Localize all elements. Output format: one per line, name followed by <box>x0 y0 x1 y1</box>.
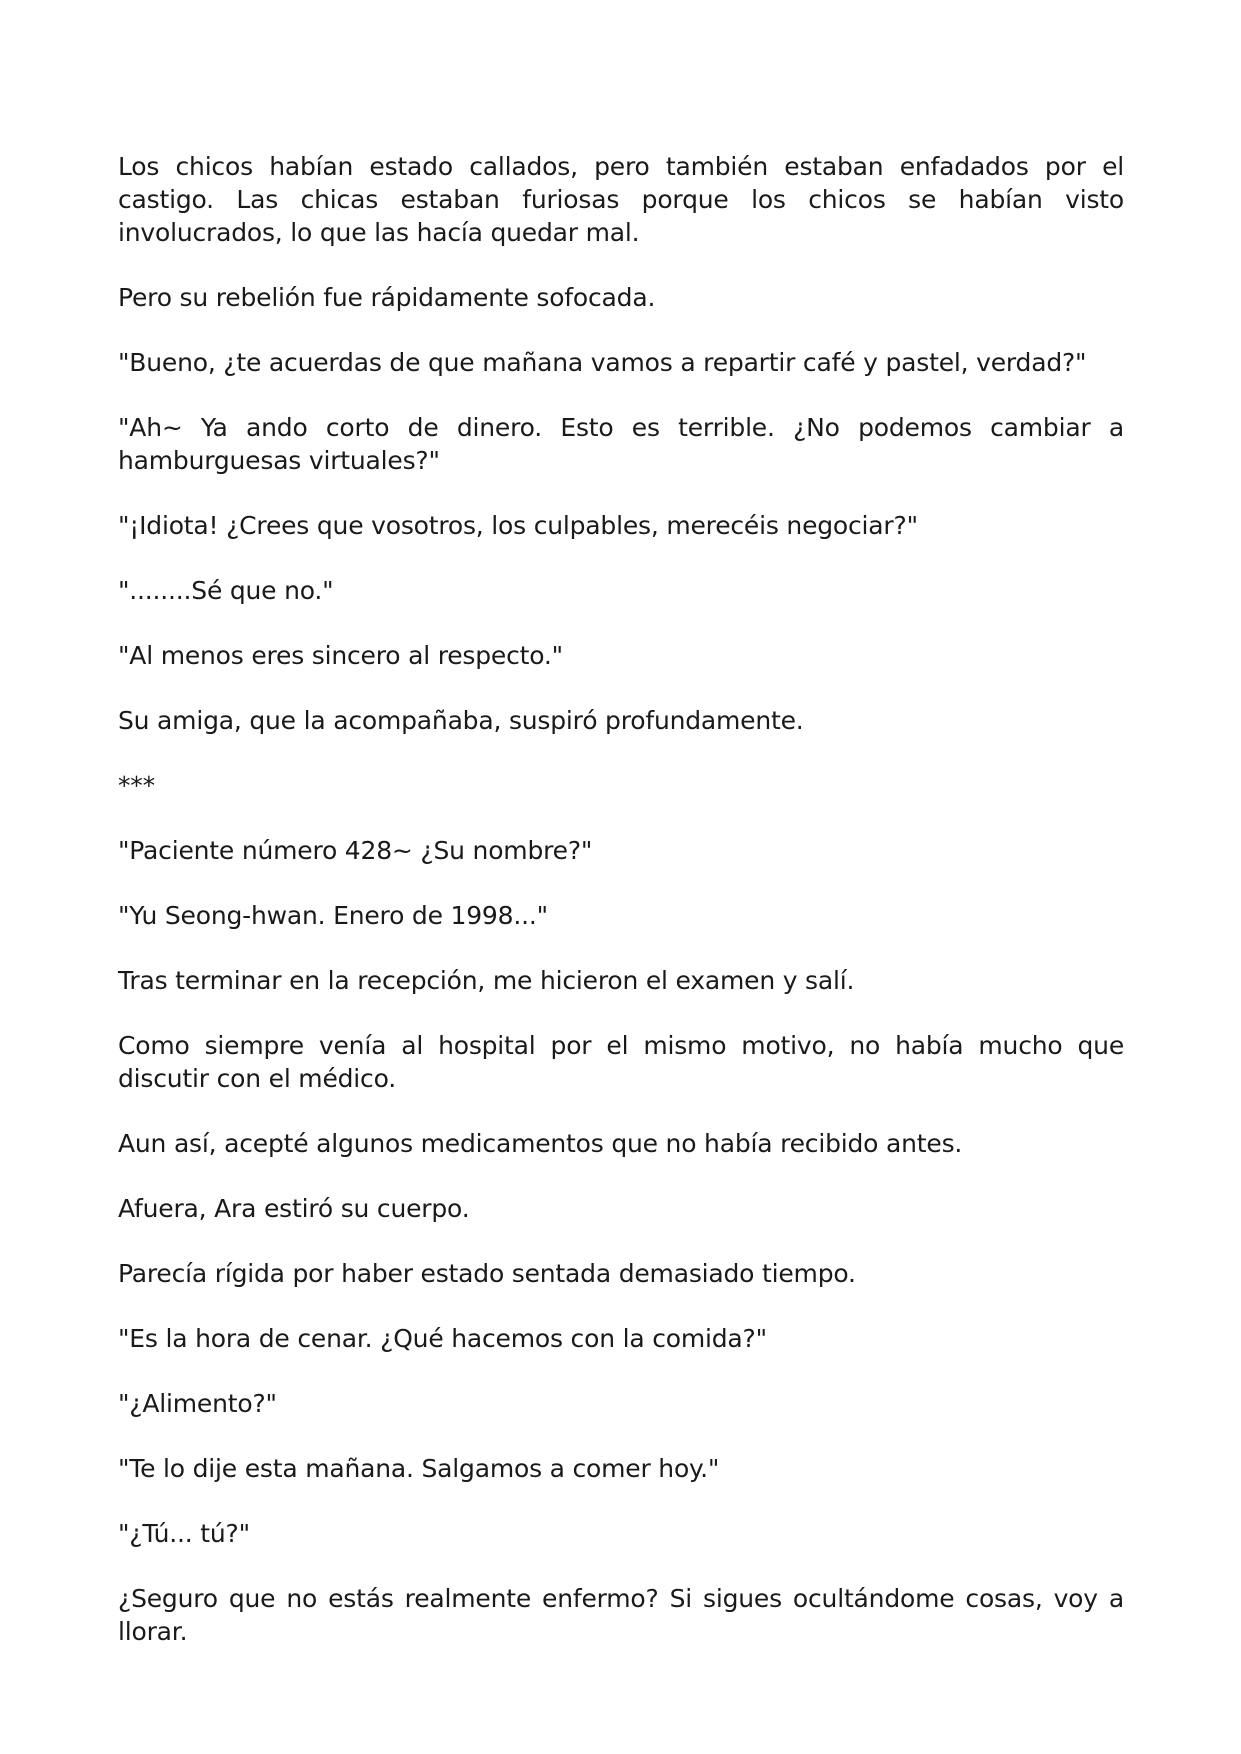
paragraph: Su amiga, que la acompañaba, suspiró profundamente. <box>118 706 804 735</box>
paragraph: Como siempre venía al hospital por el mismo motivo, no había mucho que discutir con el médico. <box>118 1031 1124 1093</box>
paragraph: "Bueno, ¿te acuerdas de que mañana vamos a repartir café y pastel, verdad?" <box>118 348 1087 377</box>
scene-break: *** <box>118 771 155 800</box>
paragraph: ¿Seguro que no estás realmente enfermo? Si sigues ocultándome cosas, voy a llorar. <box>118 1584 1124 1646</box>
paragraph: "Al menos eres sincero al respecto." <box>118 641 563 670</box>
paragraph: "Es la hora de cenar. ¿Qué hacemos con la comida?" <box>118 1324 767 1353</box>
paragraph: "Paciente número 428~ ¿Su nombre?" <box>118 836 593 865</box>
paragraph: "¡Idiota! ¿Crees que vosotros, los culpables, merecéis negociar?" <box>118 511 918 540</box>
paragraph: Aun así, acepté algunos medicamentos que no había recibido antes. <box>118 1129 963 1158</box>
document-body <box>118 150 1124 1648</box>
paragraph: Parecía rígida por haber estado sentada demasiado tiempo. <box>118 1259 856 1288</box>
paragraph: Afuera, Ara estiró su cuerpo. <box>118 1194 470 1223</box>
paragraph: "¿Tú... tú?" <box>118 1519 250 1548</box>
paragraph: "¿Alimento?" <box>118 1389 277 1418</box>
paragraph: "Ah~ Ya ando corto de dinero. Esto es terrible. ¿No podemos cambiar a hamburguesas virtuales?" <box>118 413 1124 475</box>
paragraph: Pero su rebelión fue rápidamente sofocada. <box>118 283 656 312</box>
paragraph: "Yu Seong-hwan. Enero de 1998..." <box>118 901 548 930</box>
paragraph: "Te lo dije esta mañana. Salgamos a comer hoy." <box>118 1454 720 1483</box>
paragraph: Los chicos habían estado callados, pero también estaban enfadados por el castigo. Las chicas estaban furiosas porque los chicos se habían visto involucrados, lo que las hacía quedar mal. <box>118 152 1124 247</box>
paragraph: "........Sé que no." <box>118 576 334 605</box>
paragraph: Tras terminar en la recepción, me hicieron el examen y salí. <box>118 966 855 995</box>
